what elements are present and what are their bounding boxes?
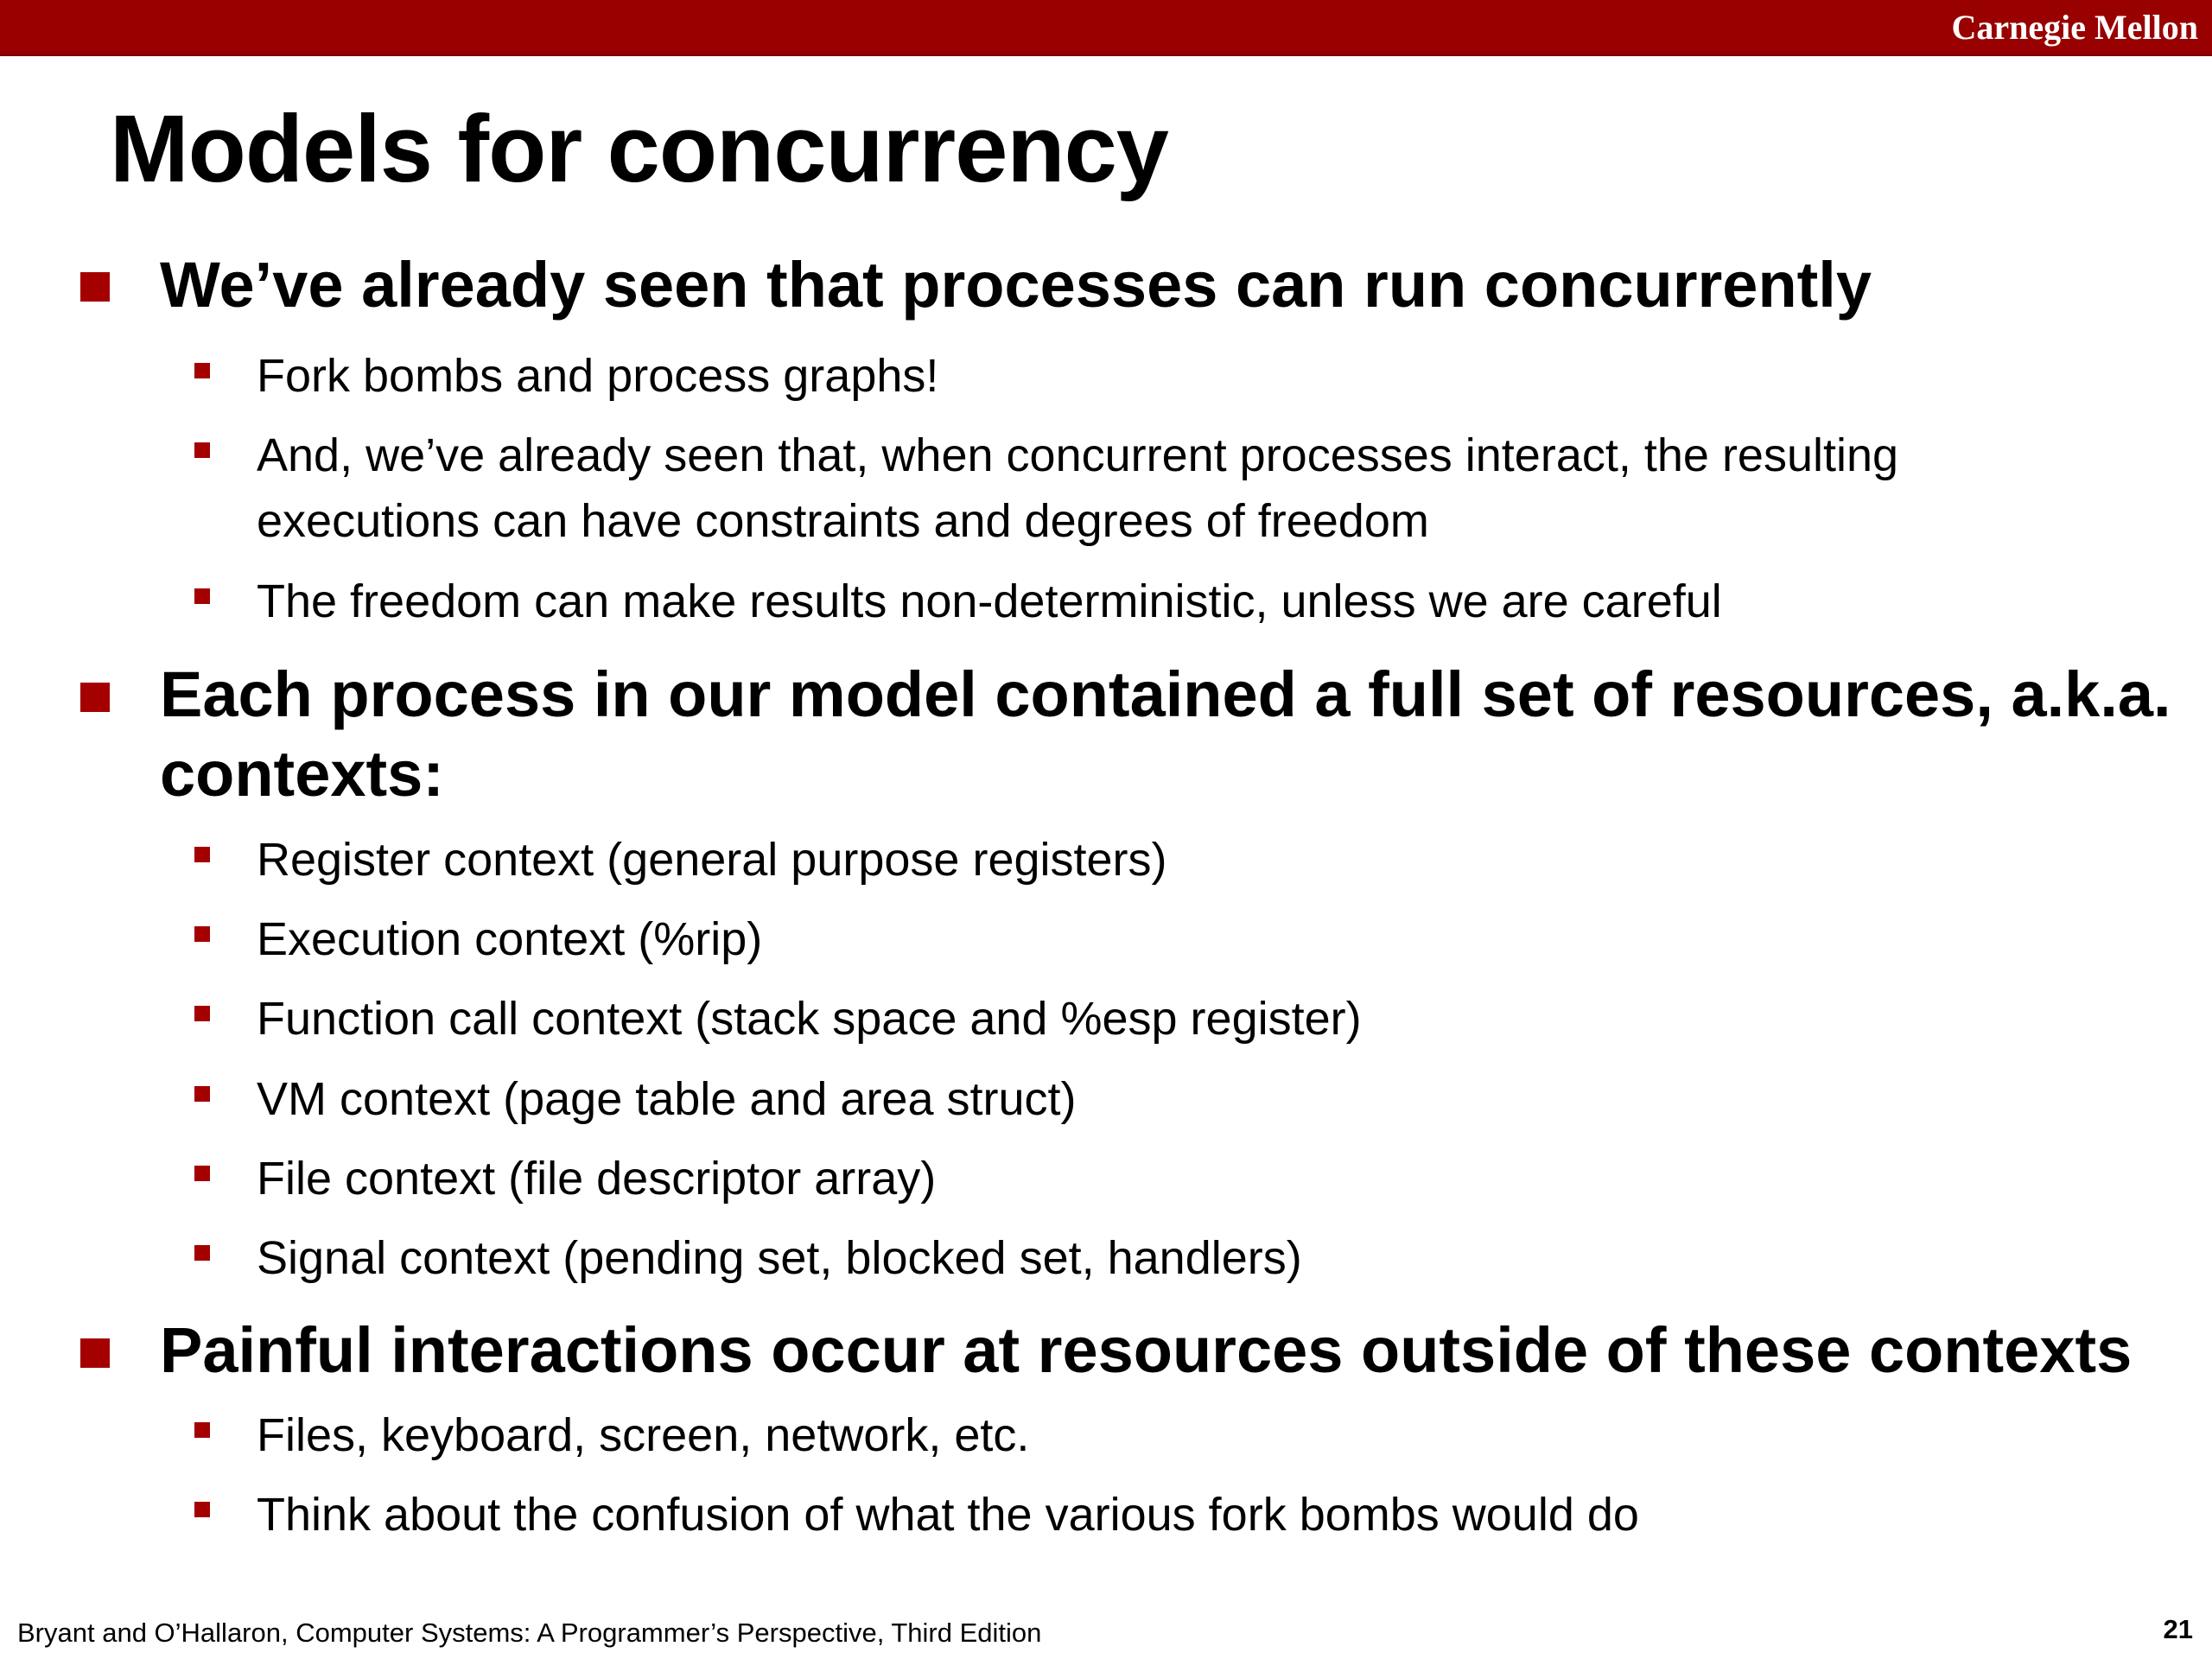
- bullet-marker-icon: [80, 272, 110, 302]
- footer-citation: Bryant and O’Hallaron, Computer Systems: A Programmer’s Perspective, Third Edition: [17, 1618, 1042, 1648]
- sub-bullet-marker-icon: [194, 1245, 210, 1261]
- bullet-level2: The freedom can make results non-deterministic, unless we are careful: [257, 575, 1722, 627]
- bullet-level2: Files, keyboard, screen, network, etc.: [257, 1409, 1030, 1461]
- bullet-level2: Function call context (stack space and %esp register): [257, 993, 1362, 1045]
- sub-bullet-marker-icon: [194, 926, 210, 942]
- bullet-level1: We’ve already seen that processes can run concurrently: [160, 249, 1872, 321]
- sub-bullet-marker-icon: [194, 363, 210, 378]
- bullet-level1: Painful interactions occur at resources outside of these contexts: [160, 1314, 2133, 1386]
- sub-bullet-marker-icon: [194, 1006, 210, 1021]
- bullet-level2-continuation: executions can have constraints and degrees of freedom: [257, 495, 1429, 547]
- bullet-level2: Signal context (pending set, blocked set, handlers): [257, 1232, 1302, 1284]
- sub-bullet-marker-icon: [194, 1422, 210, 1438]
- bullet-level2: Register context (general purpose registers): [257, 834, 1167, 886]
- bullet-level2: And, we’ve already seen that, when concurrent processes interact, the resulting: [257, 429, 1899, 481]
- bullet-level2: Execution context (%rip): [257, 913, 763, 965]
- slide-title: Models for concurrency: [110, 96, 1168, 202]
- bullet-level2: File context (file descriptor array): [257, 1153, 937, 1205]
- bullet-level2: Think about the confusion of what the various fork bombs would do: [257, 1489, 1639, 1541]
- sub-bullet-marker-icon: [194, 588, 210, 604]
- bullet-level2: Fork bombs and process graphs!: [257, 350, 939, 402]
- bullet-level1: Each process in our model contained a full set of resources, a.k.a.: [160, 658, 2171, 730]
- sub-bullet-marker-icon: [194, 1502, 210, 1517]
- sub-bullet-marker-icon: [194, 442, 210, 458]
- bullet-marker-icon: [80, 683, 110, 712]
- bullet-level2: VM context (page table and area struct): [257, 1073, 1077, 1125]
- bullet-marker-icon: [80, 1338, 110, 1368]
- brand-logo: Carnegie Mellon: [1951, 8, 2198, 47]
- bullet-level1-continuation: contexts:: [160, 738, 444, 810]
- sub-bullet-marker-icon: [194, 1166, 210, 1181]
- sub-bullet-marker-icon: [194, 1086, 210, 1102]
- page-number: 21: [2163, 1614, 2193, 1644]
- sub-bullet-marker-icon: [194, 847, 210, 862]
